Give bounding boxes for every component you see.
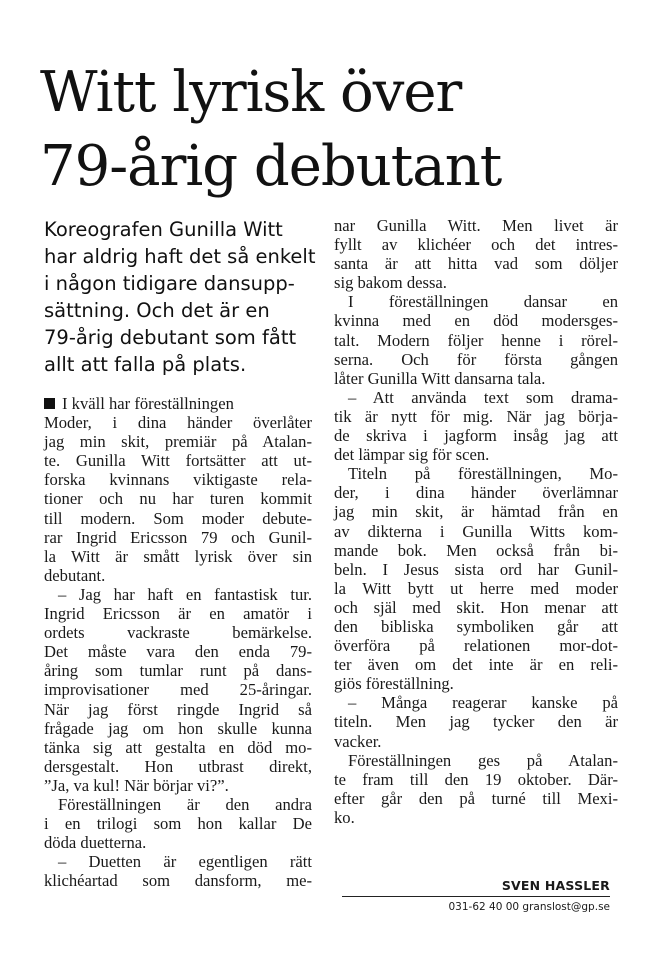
body-line: – Duetten är egentligen rätt <box>58 852 312 872</box>
body-line: ordets vackraste bemärkelse. <box>44 623 312 643</box>
body-line: låter Gunilla Witt dansarna tala. <box>334 368 546 388</box>
body-line: I föreställningen dansar en <box>348 292 618 312</box>
body-line: improvisationer med 25-åringar. <box>44 680 312 700</box>
body-line: Föreställningen ges på Atalan- <box>348 750 618 770</box>
body-text-left <box>44 394 312 890</box>
bullet-square-icon <box>44 398 55 409</box>
body-line: till modern. Som moder debute- <box>44 508 312 528</box>
body-line: ”Ja, va kul! När börjar vi?”. <box>44 775 229 795</box>
body-line: rar Ingrid Ericsson 79 och Gunil- <box>44 527 312 547</box>
body-line: Ingrid Ericsson är en amatör i <box>44 604 312 624</box>
body-line: mande bok. Men också från bi- <box>334 540 618 560</box>
body-line: av dikterna i Gunilla Witts kom- <box>334 521 618 541</box>
body-line: jag min skit, premiär på Atalan- <box>44 432 312 452</box>
body-line: Moder, i dina händer överlåter <box>44 413 312 433</box>
body-line: Det måste vara den enda 79- <box>44 642 312 662</box>
headline <box>40 56 640 204</box>
body-line: serna. Och för första gången <box>334 349 618 369</box>
body-line: de skriva i jagform insåg jag att <box>334 426 618 446</box>
body-line: Föreställningen är den andra <box>58 794 312 814</box>
body-line: santa är att hitta vad som döljer <box>334 254 618 274</box>
body-line: – Jag har haft en fantastisk tur. <box>58 584 312 604</box>
body-text-right <box>334 216 618 827</box>
ingress-line: har aldrig haft det så enkelt <box>44 245 316 268</box>
ingress-line: 79-årig debutant som fått <box>44 326 297 349</box>
body-line: kvinna med en död modersges- <box>334 311 618 331</box>
body-line: fyllt av klichéer och det intres- <box>334 235 618 255</box>
body-line: nar Gunilla Witt. Men livet är <box>334 216 618 235</box>
body-line: sig bakom dessa. <box>334 273 447 293</box>
body-line: den bibliska symboliken går att <box>334 616 618 636</box>
body-line: la Witt bytt ut herre med moder <box>334 578 618 598</box>
body-line: vacker. <box>334 731 382 751</box>
ingress-line: allt att falla på plats. <box>44 353 247 376</box>
body-line: debutant. <box>44 565 106 585</box>
body-line: ter även om det inte är en reli- <box>334 655 618 675</box>
headline-line-1: Witt lyrisk över <box>40 60 462 125</box>
headline-line-2: 79-årig debutant <box>40 134 502 199</box>
body-line: ko. <box>334 807 355 827</box>
body-line: I kväll har föreställningen <box>44 394 312 413</box>
body-line: det lämpar sig för scen. <box>334 445 490 465</box>
body-line: frågade jag om hon skulle kunna <box>44 718 312 738</box>
byline-contact: 031-62 40 00 granslost@gp.se <box>448 901 610 913</box>
byline <box>342 878 610 915</box>
body-line: la Witt är smått lyrisk över sin <box>44 546 312 566</box>
body-line: – Många reagerar kanske på <box>348 693 618 713</box>
body-line: giös föreställning. <box>334 674 454 694</box>
body-line: i en trilogi som hon kallar De <box>44 814 312 834</box>
body-line: Titeln på föreställningen, Mo- <box>348 464 618 484</box>
body-line: dersgestalt. Hon utbrast direkt, <box>44 756 312 776</box>
byline-author: SVEN HASSLER <box>342 878 610 897</box>
ingress <box>44 216 316 378</box>
body-line: forska kvinnans viktigaste rela- <box>44 470 312 490</box>
body-line: döda duetterna. <box>44 833 147 853</box>
body-line: När jag först ringde Ingrid så <box>44 699 312 719</box>
body-line: beln. I Jesus sista ord har Gunil- <box>334 559 618 579</box>
body-line: tänka sig att gestalta en död mo- <box>44 737 312 757</box>
left-column <box>44 216 316 891</box>
body-line: överföra på relationen mor-dot- <box>334 636 618 656</box>
body-line: tioner och nu har turen kommit <box>44 489 312 509</box>
body-line: åring som tumlar runt på dans- <box>44 661 312 681</box>
right-column <box>334 216 618 827</box>
body-line: och själ med skit. Hon menar att <box>334 597 618 617</box>
body-line: te fram till den 19 oktober. Där- <box>334 769 618 789</box>
body-line: efter går den på turné till Mexi- <box>334 788 618 808</box>
body-line: titeln. Men jag tycker den är <box>334 712 618 732</box>
ingress-line: Koreografen Gunilla Witt <box>44 218 283 241</box>
ingress-line: i någon tidigare dansupp- <box>44 272 295 295</box>
body-line: – Att använda text som drama- <box>348 387 618 407</box>
ingress-line: sättning. Och det är en <box>44 299 270 322</box>
body-line: klichéartad som dansform, me- <box>44 871 312 891</box>
body-line: talt. Modern följer henne i rörel- <box>334 330 618 350</box>
body-line: jag min skit, är hämtad från en <box>334 502 618 522</box>
body-line: tik är nytt för mig. När jag börja- <box>334 406 618 426</box>
body-line: te. Gunilla Witt fortsätter att ut- <box>44 451 312 471</box>
body-line: der, i dina händer överlämnar <box>334 483 618 503</box>
